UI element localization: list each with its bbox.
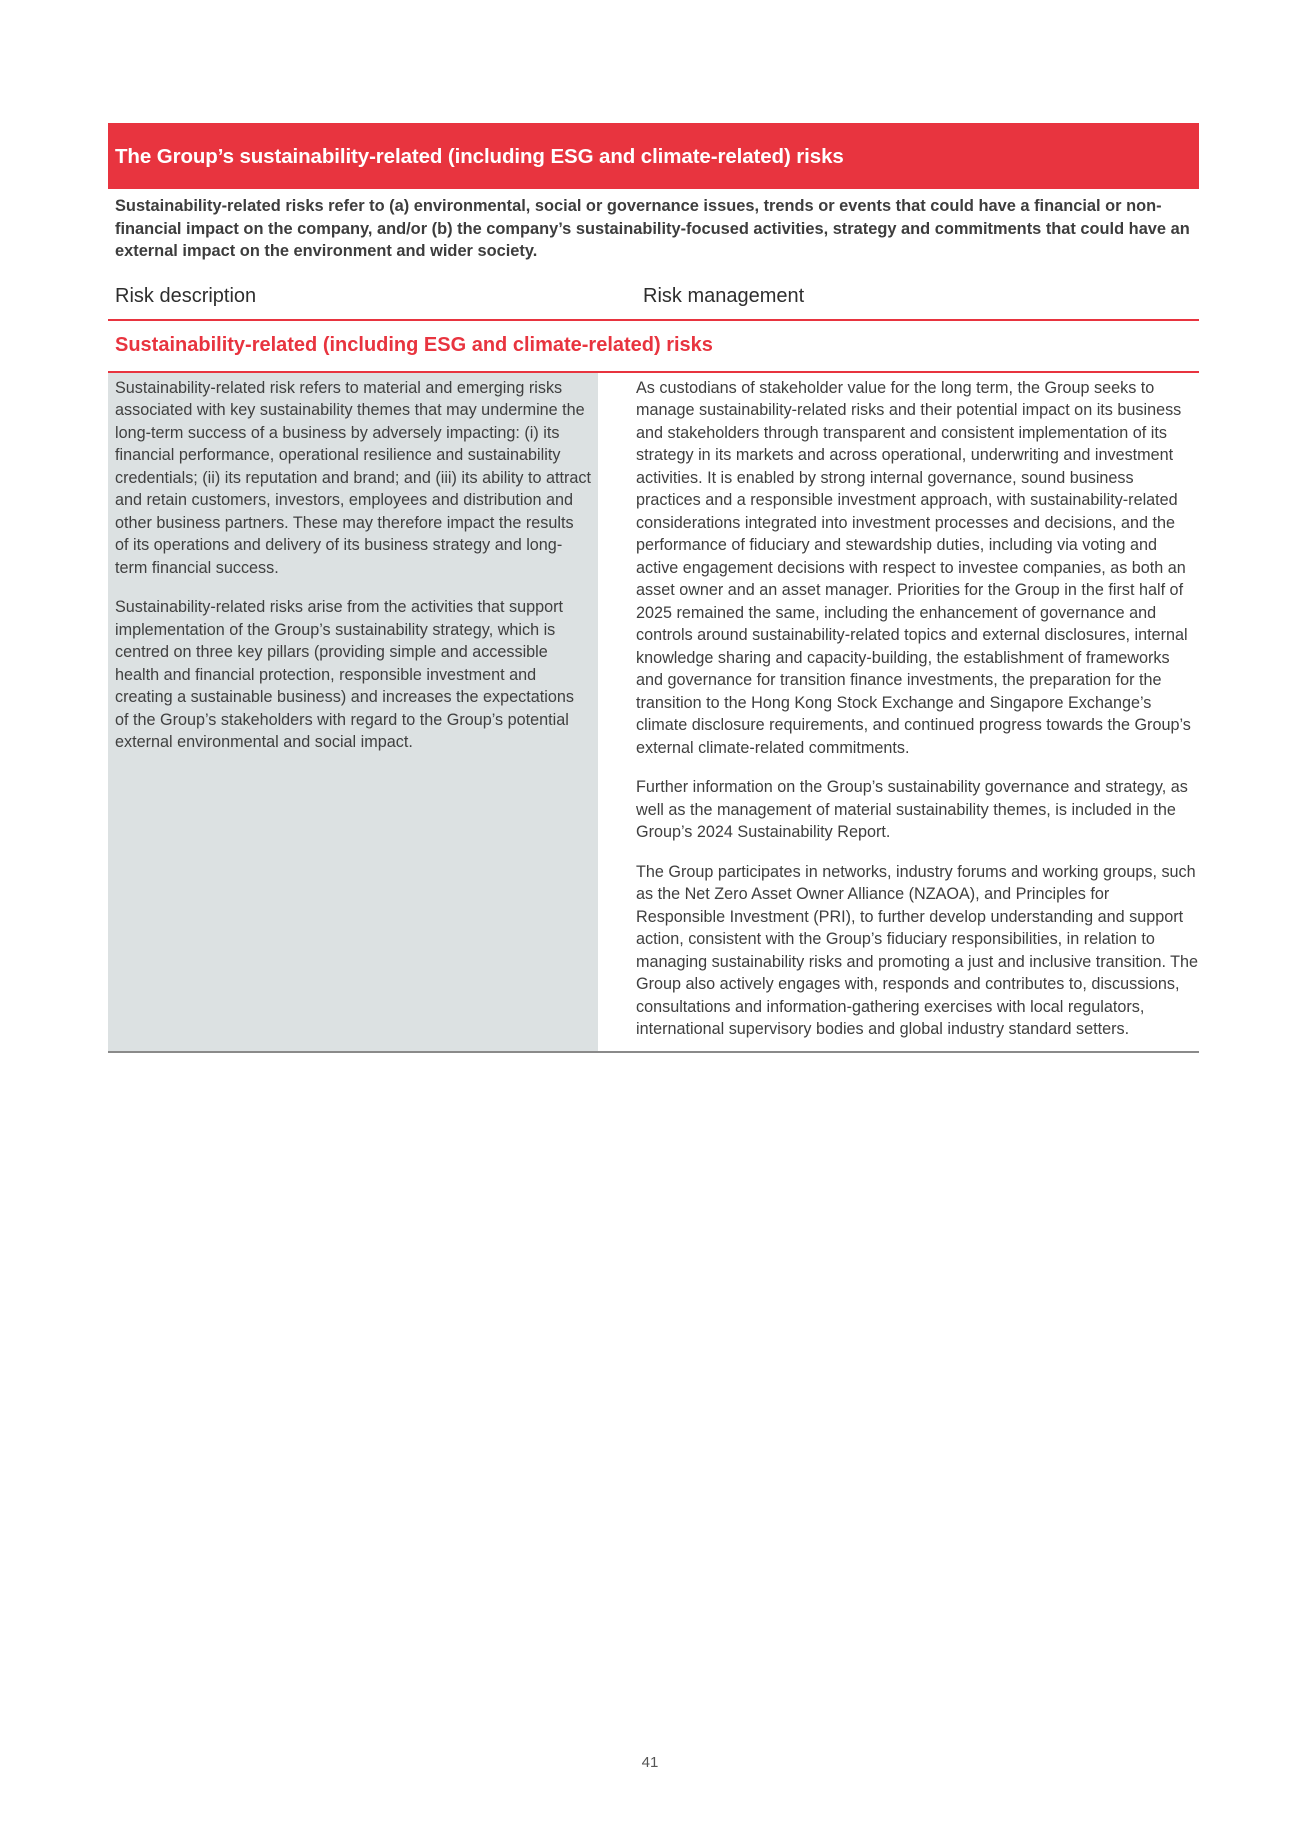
risk-row [108, 373, 1199, 1053]
risk-management-paragraph: As custodians of stakeholder value for the long term, the Group seeks to manage sustainability-related risks and their potential impact on its business and stakeholders through transparent and consistent implementation of its strategy in its markets and across operational, underwriting and investment activities. It is enabled by strong internal governance, sound business practices and a responsible investment approach, with sustainability-related considerations integrated into investment processes and decisions, and the performance of fiduciary and stewardship duties, including via voting and active engagement decisions with respect to investee companies, as both an asset owner and an asset manager. Priorities for the Group in the first half of 2025 remained the same, including the enhancement of governance and controls around sustainability-related topics and external disclosures, internal knowledge sharing and capacity-building, the establishment of frameworks and governance for transition finance investments, the preparation for the transition to the Hong Kong Stock Exchange and Singapore Exchange’s climate disclosure requirements, and continued progress towards the Group’s external climate-related commitments. [636, 378, 1191, 757]
banner-title: The Group’s sustainability-related (including ESG and climate-related) risks [115, 145, 844, 168]
page-number: 41 [641, 1754, 659, 1771]
risk-management-paragraph: Further information on the Group’s sustainability governance and strategy, as well as the management of material sustainability themes, is included in the Group’s 2024 Sustainability Report. [636, 778, 1188, 841]
risk-description-paragraph: Sustainability-related risks arise from the activities that support implementation of the Group’s sustainability strategy, which is centred on three key pillars (providing simple and accessible health and financial protection, responsible investment and creating a sustainable business) and increases the expectations of the Group’s stakeholders with regard to the Group’s potential external environmental and social impact. [115, 598, 574, 751]
section-banner [108, 123, 1199, 189]
risk-description-paragraph: Sustainability-related risk refers to material and emerging risks associated with key sustainability themes that may undermine the long-term success of a business by adversely impacting: (i) its financial performance, operational resilience and sustainability credentials; (ii) its reputation and brand; and (iii) its ability to attract and retain customers, investors, employees and distribution and other business partners. These may therefore impact the results of its operations and delivery of its business strategy and long-term financial success. [115, 378, 591, 577]
risk-management-header: Risk management [643, 284, 805, 307]
risk-description-cell [108, 373, 598, 1051]
column-headers [108, 284, 1199, 321]
risk-description-header: Risk description [115, 284, 257, 307]
risk-table [108, 123, 1199, 1053]
risk-section-title: Sustainability-related (including ESG and climate-related) risks [108, 321, 1199, 373]
risk-management-cell [636, 373, 1199, 1051]
risk-management-paragraph: The Group participates in networks, industry forums and working groups, such as the Net Zero Asset Owner Alliance (NZAOA), and Principles for Responsible Investment (PRI), to further develop understanding and support action, consistent with the Group’s fiduciary responsibilities, in relation to managing sustainability risks and promoting a just and inclusive transition. The Group also actively engages with, responds and contributes to, discussions, consultations and information-gathering exercises with local regulators, international supervisory bodies and global industry standard setters. [636, 862, 1199, 1038]
intro-paragraph: Sustainability-related risks refer to (a) environmental, social or governance issues, trends or events that could have a financial or non-financial impact on the company, and/or (b) the company’s sustainability-focused activities, strategy and commitments that could have an external impact on the environment and wider society. [115, 197, 1190, 260]
